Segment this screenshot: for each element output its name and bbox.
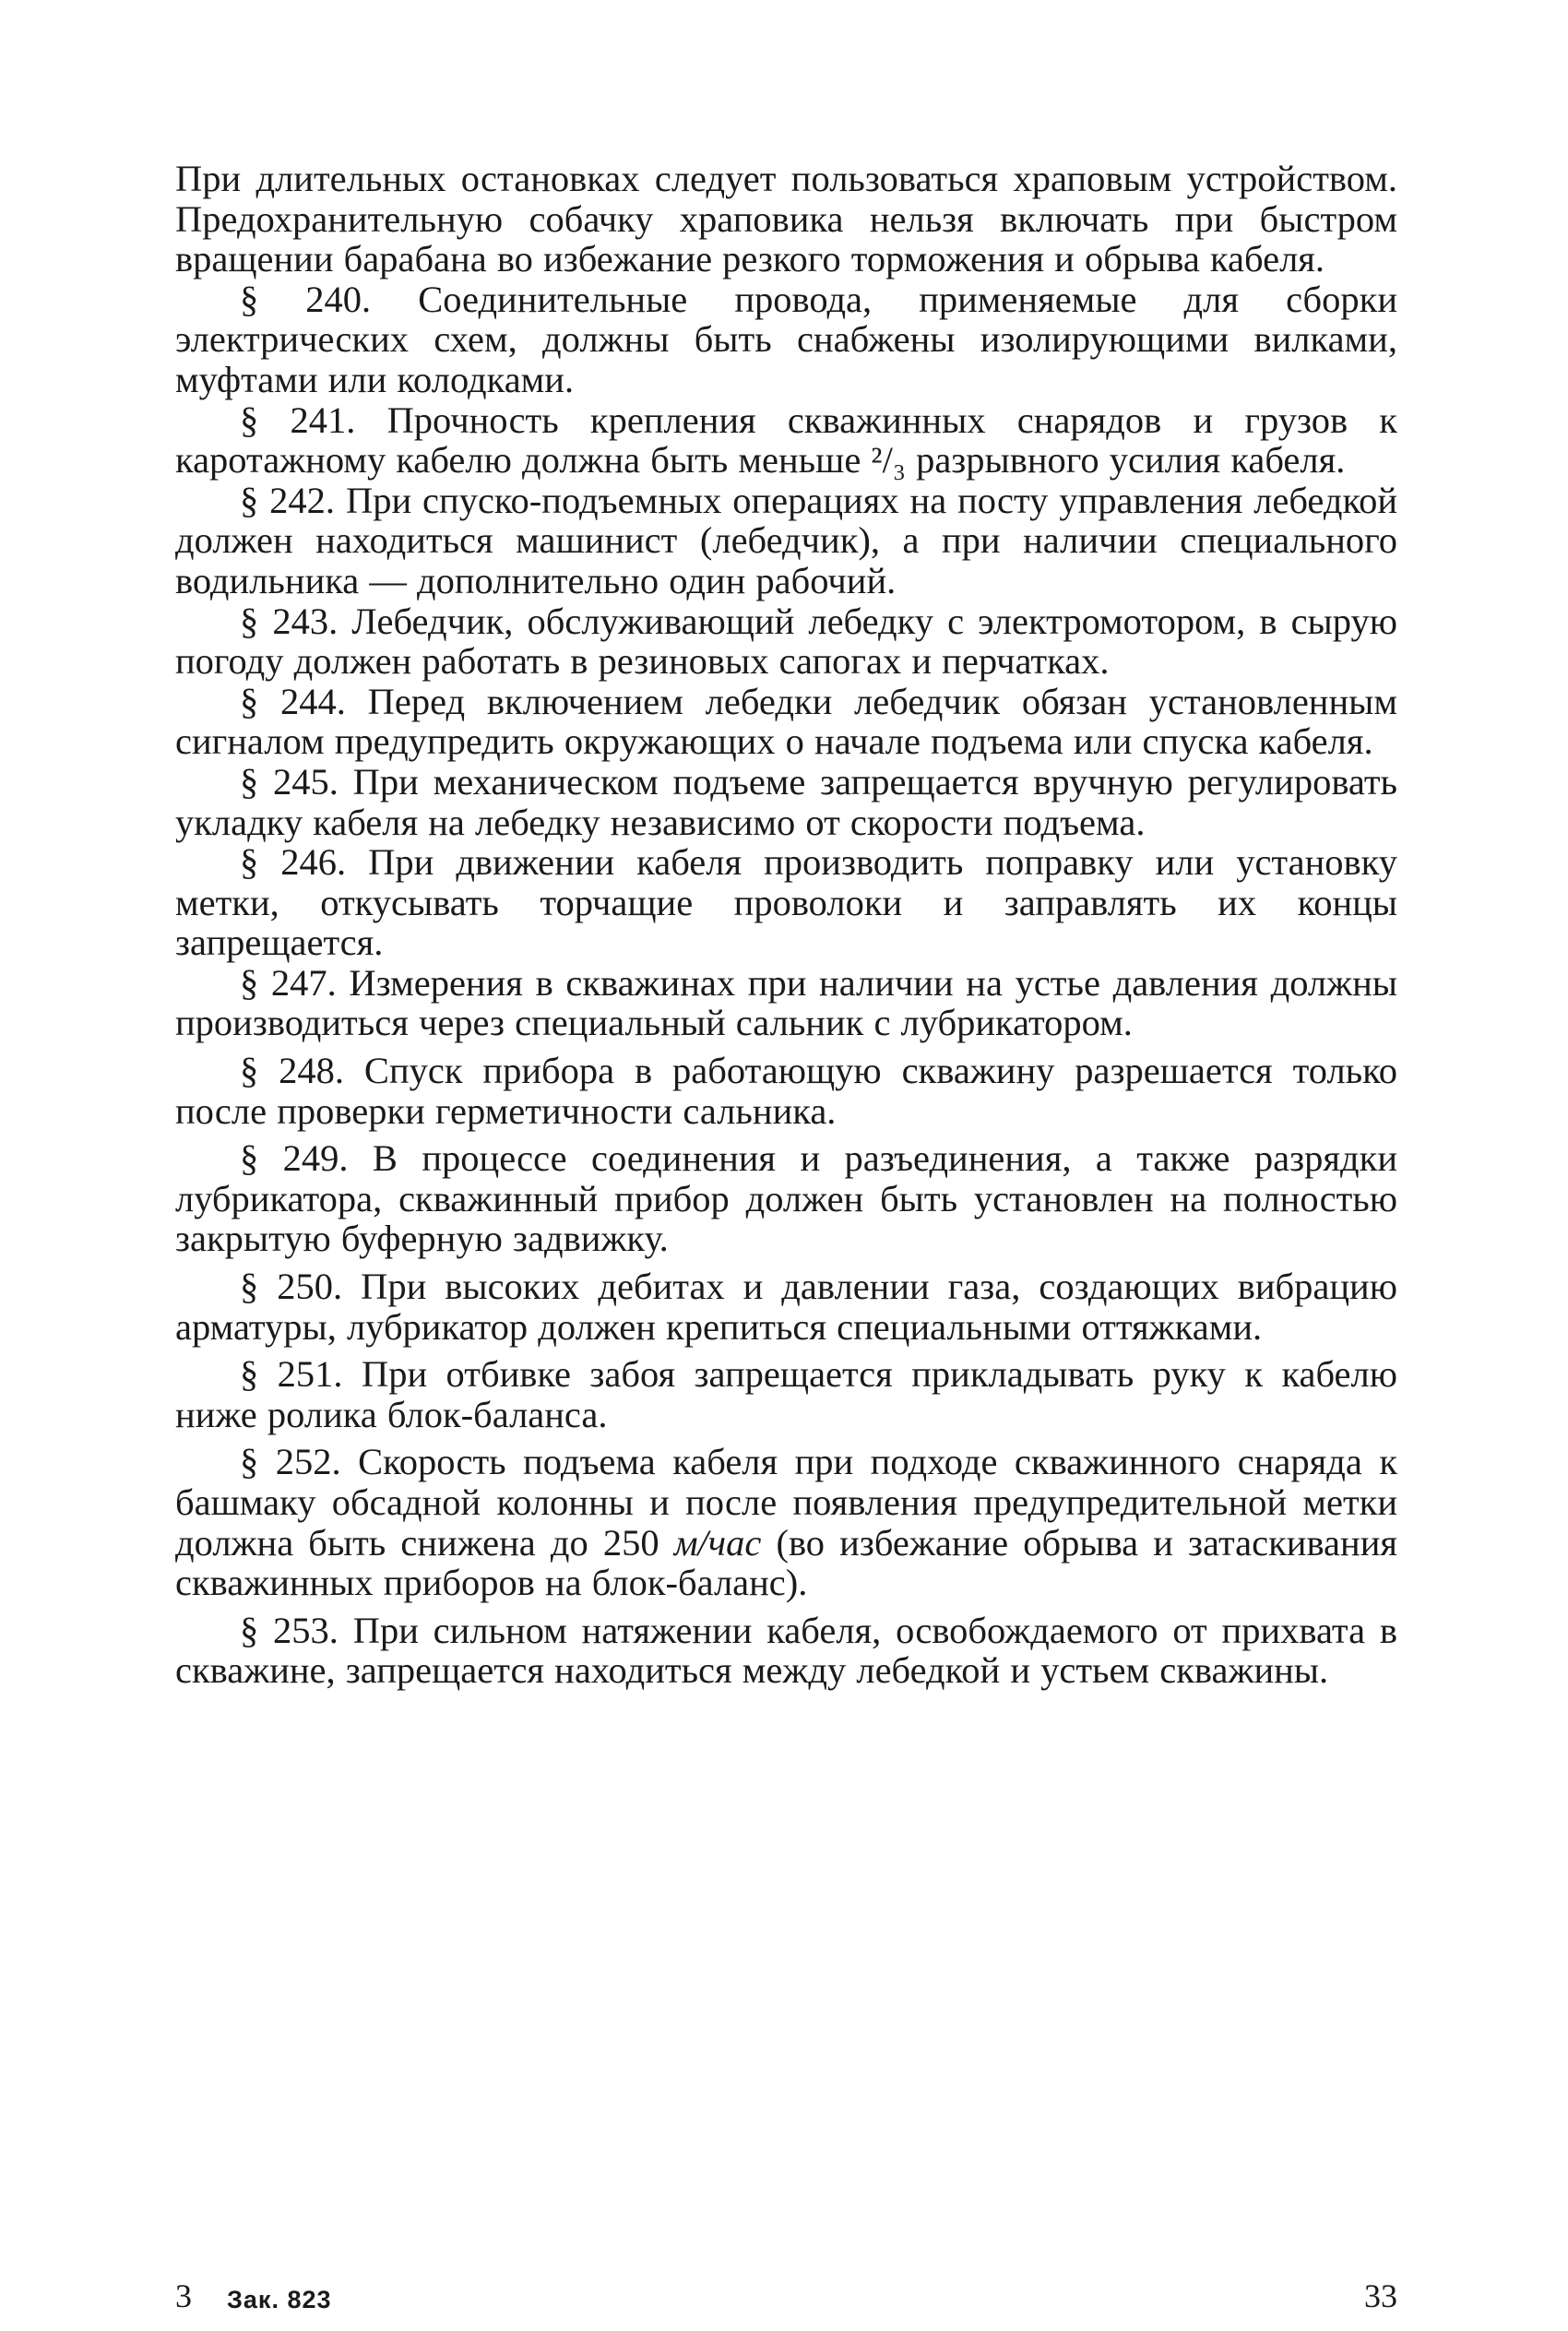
paragraph-248: § 248. Спуск прибора в работающую скважину разрешается только после проверки герметичности сальника. <box>175 1050 1397 1132</box>
paragraph-242: § 242. При спуско-подъемных операциях на посту управления лебедкой должен находиться машинист (лебедчик), а при наличии специального водильника — дополнительно один рабочий. <box>175 479 1397 601</box>
paragraph-249: § 249. В процессе соединения и разъединения, а также разрядки лубрикатора, скважинный прибор должен быть установлен на полностью закрытую буферную задвижку. <box>175 1137 1397 1260</box>
paragraph-241: § 241. Прочность крепления скважинных снарядов и грузов к каротажному кабелю должна быть меньше ²/₃ разрывного усилия кабеля. <box>175 398 1397 482</box>
paragraph-252 <box>175 1442 1397 1602</box>
paragraph-244: § 244. Перед включением лебедки лебедчик обязан установленным сигналом предупредить окружающих о начале подъема или спуска кабеля. <box>175 680 1397 763</box>
paragraph-247: § 247. Измерения в скважинах при наличии на устье давления должны производиться через специальный сальник с лубрикатором. <box>175 961 1397 1044</box>
paragraph-246: § 246. При движении кабеля производить поправку или установку метки, откусывать торчащие проволоки и заправлять их концы запрещается. <box>175 841 1397 964</box>
paragraph-250: § 250. При высоких дебитах и давлении газа, создающих вибрацию арматуры, лубрикатор должен крепиться специальными оттяжками. <box>175 1266 1397 1348</box>
paragraph-252-text: § 252. Скорость подъема кабеля при подходе скважинного снаряда к башмаку обсадной колонны и после появления предупредительной метки должна быть снижена до 250 <box>175 1441 1397 1564</box>
paragraph-intro: При длительных остановках следует пользоваться храповым устройством. Предохранительную собачку храповика нельзя включать при быстром вращении барабана во избежание резкого торможения и обрыва кабеля. <box>175 158 1397 280</box>
paragraph-252-text-end: (во избежание обрыва и затаскивания скважинных приборов на блок-баланс). <box>175 1521 1398 1604</box>
paragraph-245: § 245. При механическом подъеме запрещается вручную регулировать укладку кабеля на лебедку независимо от скорости подъема. <box>175 760 1397 843</box>
paragraph-243: § 243. Лебедчик, обслуживающий лебедку с электромотором, в сырую погоду должен работать в резиновых сапогах и перчатках. <box>175 600 1397 683</box>
speed-unit: м/час <box>673 1521 762 1564</box>
document-page <box>175 158 1398 2314</box>
page-number: 33 <box>1364 2277 1397 2314</box>
printing-order-label: Зак. 823 <box>227 2286 332 2313</box>
page-footer <box>175 2277 1397 2313</box>
paragraph-253: § 253. При сильном натяжении кабеля, освобождаемого от прихвата в скважине, запрещается находиться между лебедкой и устьем скважины. <box>175 1609 1397 1692</box>
signature-number: 3 <box>175 2277 192 2314</box>
paragraph-240: § 240. Соединительные провода, применяемые для сборки электрических схем, должны быть снабжены изолирующими вилками, муфтами или колодками. <box>175 278 1397 400</box>
paragraph-251: § 251. При отбивке забоя запрещается прикладывать руку к кабелю ниже ролика блок-баланса. <box>175 1353 1397 1435</box>
